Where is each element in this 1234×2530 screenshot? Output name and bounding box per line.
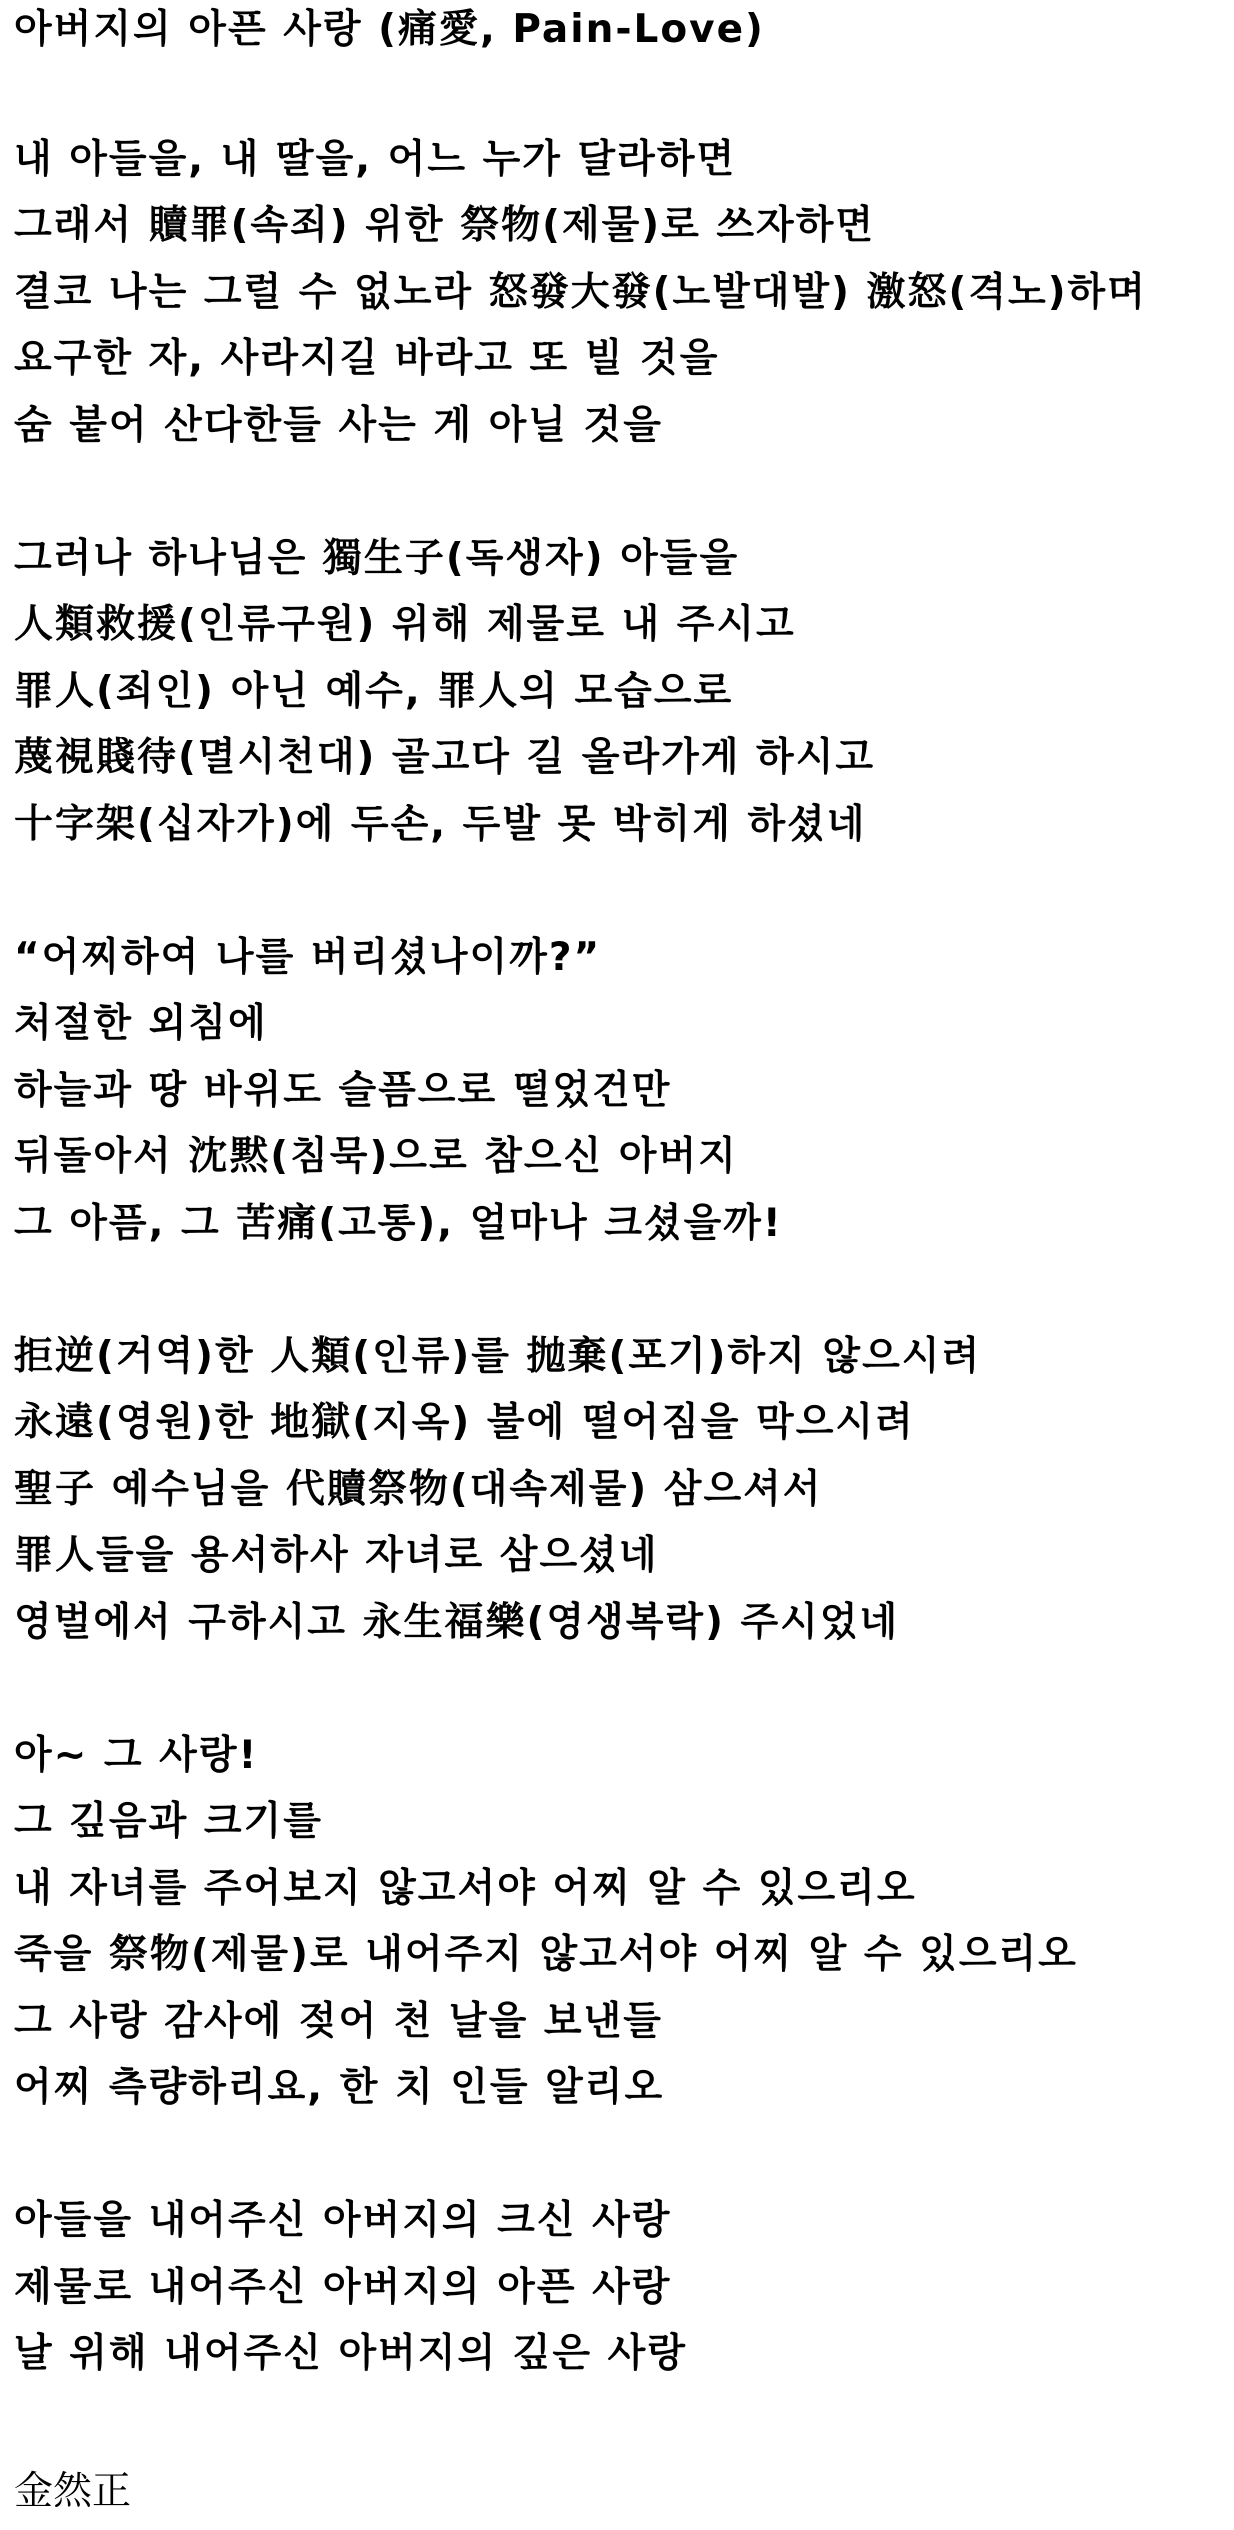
poem-line: 처절한 외침에 (14, 1001, 268, 1046)
poem-line: 요구한 자, 사라지길 바라고 또 빌 것을 (14, 336, 720, 381)
poem-line: 그러나 하나님은 獨生子(독생자) 아들을 (14, 535, 740, 581)
poem-line: 내 자녀를 주어보지 않고서야 어찌 알 수 있으리오 (14, 1865, 917, 1911)
poem-line: 十字架(십자가)에 두손, 두발 못 박히게 하셨네 (14, 801, 867, 847)
poem-line: 죽을 祭物(제물)로 내어주지 않고서야 어찌 알 수 있으리오 (14, 1932, 1078, 1977)
stanza-gap (14, 60, 1224, 127)
poem-line: 그 아픔, 그 苦痛(고통), 얼마나 크셨을까! (14, 1200, 783, 1246)
poem-line: 永遠(영원)한 地獄(지옥) 불에 떨어짐을 막으시려 (14, 1400, 915, 1445)
stanza-3 (14, 925, 1224, 1258)
poem-author: 金然正 (14, 2469, 132, 2514)
poem-line: 蔑視賤待(멸시천대) 골고다 길 올라가게 하시고 (14, 735, 876, 780)
poem-line: 하늘과 땅 바위도 슬픔으로 떨었건만 (14, 1067, 672, 1113)
stanza-gap (14, 858, 1224, 925)
poem-line: 내 아들을, 내 딸을, 어느 누가 달라하면 (14, 136, 737, 182)
poem-line: 그래서 贖罪(속죄) 위한 祭物(제물)로 쓰자하면 (14, 203, 876, 248)
poem-line: “어찌하여 나를 버리셨나이까?” (14, 934, 602, 980)
poem-line: 날 위해 내어주신 아버지의 깊은 사랑 (14, 2331, 687, 2376)
stanza-gap (14, 1257, 1224, 1324)
poem-line: 아~ 그 사랑! (14, 1732, 259, 1778)
stanza-6 (14, 2188, 1224, 2388)
stanza-1 (14, 127, 1224, 460)
poem-line: 拒逆(거역)한 人類(인류)를 抛棄(포기)하지 않으시려 (14, 1333, 982, 1379)
poem-line: 숨 붙어 산다한들 사는 게 아닐 것을 (14, 402, 663, 448)
poem-title: 아버지의 아픈 사랑 (痛愛, Pain-Love) (14, 7, 765, 52)
poem-line: 人類救援(인류구원) 위해 제물로 내 주시고 (14, 602, 796, 647)
stanza-gap (14, 2122, 1224, 2189)
poem-line: 罪人(죄인) 아닌 예수, 罪人의 모습으로 (14, 668, 734, 714)
poem-line: 어찌 측량하리요, 한 치 인들 알리오 (14, 2065, 665, 2110)
stanza-5 (14, 1723, 1224, 2122)
stanza-gap (14, 459, 1224, 526)
poem-line: 뒤돌아서 沈黙(침묵)으로 참으신 아버지 (14, 1134, 738, 1179)
stanza-2 (14, 526, 1224, 859)
poem-line: 罪人들을 용서하사 자녀로 삼으셨네 (14, 1533, 659, 1578)
poem-line: 아들을 내어주신 아버지의 크신 사랑 (14, 2198, 672, 2243)
poem-line: 영벌에서 구하시고 永生福樂(영생복락) 주시었네 (14, 1599, 900, 1645)
poem-line: 聖子 예수님을 代贖祭物(대속제물) 삼으셔서 (14, 1466, 823, 1512)
stanza-4 (14, 1324, 1224, 1657)
poem (14, 0, 1224, 2388)
poem-line: 그 깊음과 크기를 (14, 1799, 323, 1844)
poem-line: 그 사랑 감사에 젖어 천 날을 보낸들 (14, 1998, 663, 2044)
poem-line: 제물로 내어주신 아버지의 아픈 사랑 (14, 2264, 672, 2310)
poem-line: 결코 나는 그럴 수 없노라 怒發大發(노발대발) 激怒(격노)하며 (14, 269, 1147, 315)
stanza-gap (14, 1656, 1224, 1723)
